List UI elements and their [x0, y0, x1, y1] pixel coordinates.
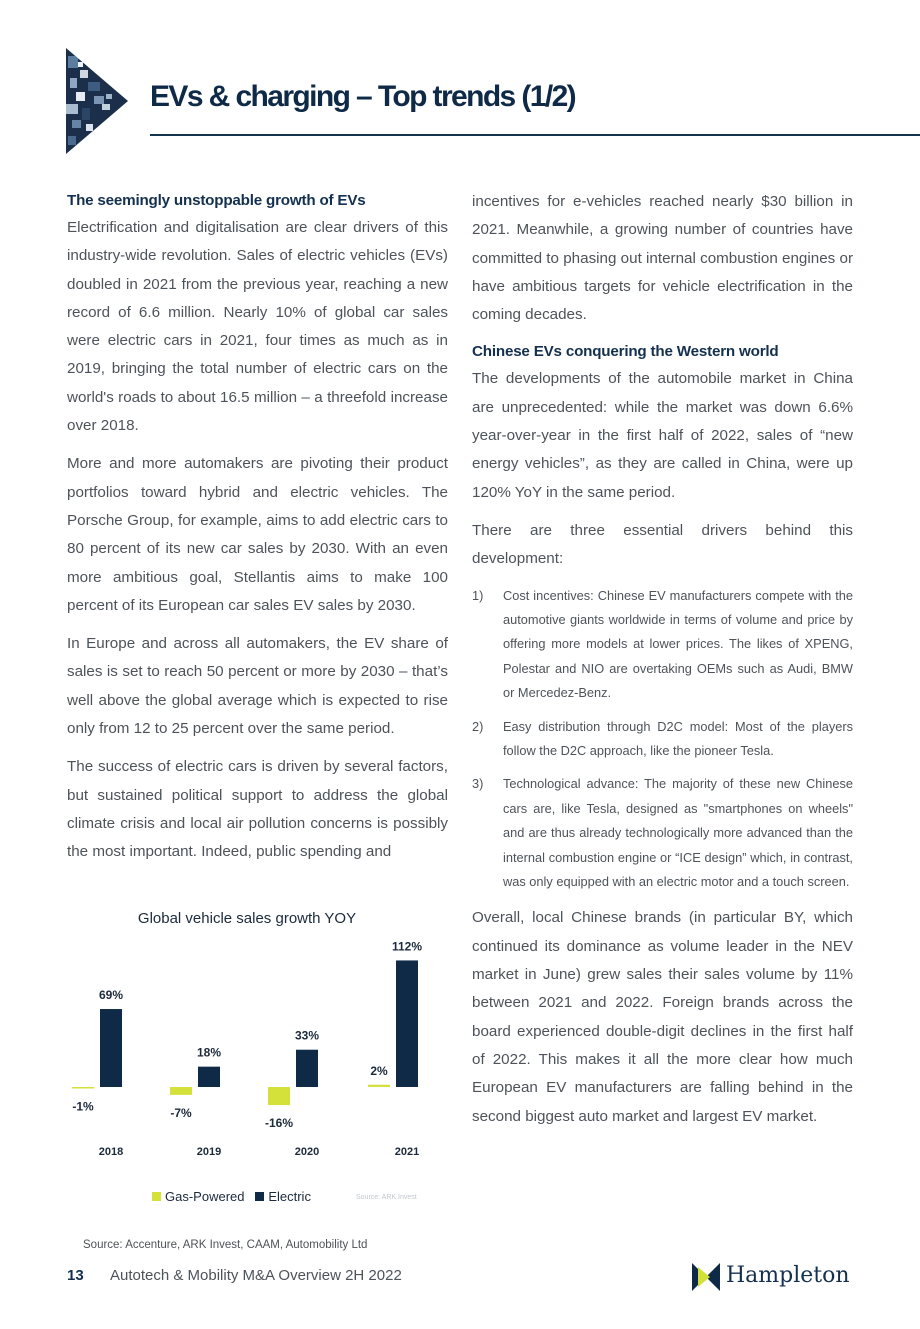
chart-legend	[152, 1189, 311, 1204]
bar-electric-2021	[396, 960, 418, 1087]
label-gas-2018: -1%	[72, 1099, 94, 1114]
page-number: 13	[67, 1267, 84, 1284]
paragraph: In Europe and across all automakers, the EV share of sales is set to reach 50 percent or more by 2030 – that’s well above the global average which is expected to rise only from 12 to 25 percent over the same period.	[67, 635, 448, 738]
chart-source: Source: ARK Invest	[356, 1194, 417, 1201]
legend-label-gas: Gas-Powered	[165, 1189, 245, 1204]
label-electric-2021: 112%	[391, 939, 423, 954]
drivers-list	[472, 584, 853, 895]
list-number: 2)	[472, 718, 484, 734]
paragraph: The success of electric cars is driven by several factors, but sustained political support to address the global climate crisis and local air pollution concerns is possibly the most important. Indeed, public spending and	[67, 758, 448, 861]
source-note: Source: Accenture, ARK Invest, CAAM, Automobility Ltd	[83, 1239, 368, 1251]
title-divider	[150, 134, 920, 136]
chart-plot	[62, 910, 432, 1180]
section-heading-ev-growth: The seemingly unstoppable growth of EVs	[67, 192, 366, 209]
list-number: 1)	[472, 587, 484, 603]
paragraph: The developments of the automobile market in China are unprecedented: while the market was down 6.6% year-over-year in the first half of 2022, sales of “new energy vehicles”, as they are called in China, were up 120% YoY in the same period.	[472, 370, 853, 501]
hampleton-logo-icon	[692, 1263, 720, 1291]
left-column	[67, 188, 448, 877]
category-label-2021: 2021	[394, 1146, 420, 1158]
category-label-2018: 2018	[98, 1146, 124, 1158]
list-item	[472, 584, 853, 706]
bar-electric-2018	[100, 1009, 122, 1087]
paragraph: Overall, local Chinese brands (in particular BY, which continued its dominance as volume leader in the NEV market in June) grew sales their sales volume by 11% between 2021 and 2022. Foreign brands across the board experienced double-digit declines in the first half of 2022. This makes it all the more clear how much European EV manufacturers are falling behind in the second biggest auto market and largest EV market.	[472, 909, 853, 1125]
paragraph: Electrification and digitalisation are clear drivers of this industry-wide revolution. Sales of electric vehicles (EVs) doubled in 2021 from the previous year, reaching a new record of 6.6 million. Nearly 10% of global car sales were electric cars in 2021, four times as much as in 2019, bringing the total number of electric cars on the world's roads to about 16.5 million – a threefold increase over 2018.	[67, 219, 448, 435]
category-label-2019: 2019	[196, 1146, 222, 1158]
paragraph: There are three essential drivers behind this development:	[472, 521, 853, 568]
page-title: EVs & charging – Top trends (1/2)	[150, 80, 576, 113]
section-heading-chinese-evs: Chinese EVs conquering the Western world	[472, 343, 779, 361]
bar-gas-2021	[368, 1085, 390, 1087]
list-item	[472, 715, 853, 764]
chart-title: Global vehicle sales growth YOY	[137, 910, 357, 927]
label-gas-2021: 2%	[370, 1064, 388, 1078]
legend-label-electric: Electric	[268, 1189, 311, 1204]
bar-electric-2020	[296, 1050, 318, 1087]
paragraph: incentives for e-vehicles reached nearly $30 billion in 2021. Meanwhile, a growing number of countries have committed to phasing out internal combustion engines or have ambitious targets for vehicle electrification in the coming decades.	[472, 193, 853, 324]
paragraph: More and more automakers are pivoting their product portfolios toward hybrid and electric vehicles. The Porsche Group, for example, aims to add electric cars to 80 percent of its new car sales by 2030. With an even more ambitious goal, Stellantis aims to make 100 percent of its European car sales EV sales by 2030.	[67, 455, 448, 614]
label-electric-2018: 69%	[98, 988, 124, 1003]
bar-gas-2018	[72, 1087, 94, 1089]
list-item-text: Technological advance: The majority of these new Chinese cars are, like Tesla, designed as "smartphones on wheels" and are thus already technologically more advanced than the internal combustion engine or “ICE design” which, in contrast, was only equipped with an electric motor and a touch screen.	[503, 776, 853, 890]
right-column	[472, 188, 853, 1141]
list-item-text: Cost incentives: Chinese EV manufacturers compete with the automotive giants worldwide in terms of volume and price by offering more models at lower prices. The likes of XPENG, Polestar and NIO are overtaking OEMs such as Audi, BMW or Mercedez-Benz.	[503, 587, 853, 701]
legend-swatch-electric	[255, 1192, 264, 1201]
label-electric-2019: 18%	[196, 1045, 222, 1060]
brand-name: Hampleton	[726, 1263, 850, 1288]
hampleton-logo	[692, 1261, 872, 1293]
header-triangle-graphic	[66, 48, 128, 154]
legend-swatch-gas	[152, 1192, 161, 1201]
sales-growth-chart	[62, 910, 432, 1210]
list-item	[472, 772, 853, 894]
list-number: 3)	[472, 776, 484, 792]
label-electric-2020: 33%	[294, 1028, 320, 1043]
bar-electric-2019	[198, 1067, 220, 1087]
bar-gas-2019	[170, 1087, 192, 1095]
label-gas-2020: -16%	[264, 1116, 294, 1131]
list-item-text: Easy distribution through D2C model: Most of the players follow the D2C approach, like the pioneer Tesla.	[503, 718, 853, 758]
footer-document-title: Autotech & Mobility M&A Overview 2H 2022	[110, 1267, 402, 1284]
category-label-2020: 2020	[294, 1146, 320, 1158]
bar-gas-2020	[268, 1087, 290, 1105]
label-gas-2019: -7%	[170, 1105, 192, 1120]
